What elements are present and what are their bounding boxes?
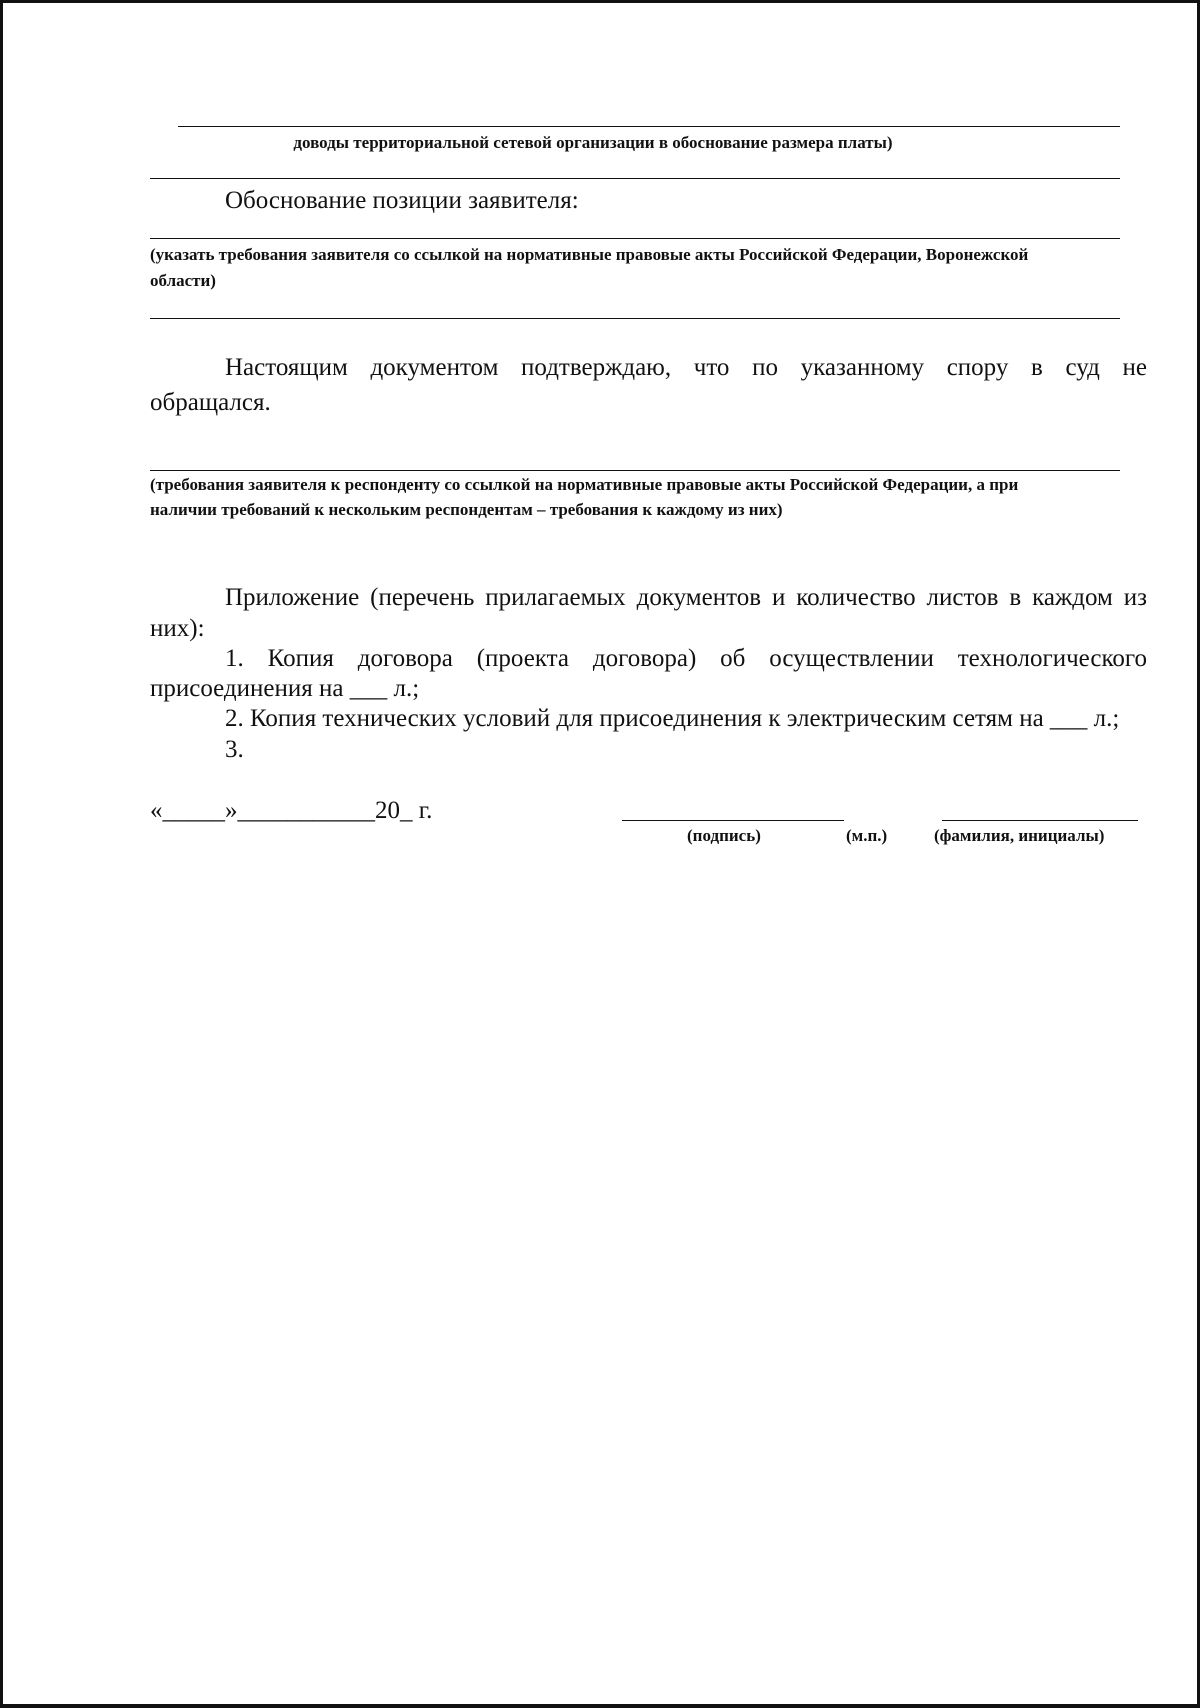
scan-border-bottom	[0, 1704, 1200, 1708]
caption-requirements-line2: области)	[150, 271, 216, 290]
signature-caption: (подпись)	[687, 826, 761, 845]
confirmation-line1: Настоящим документом подтверждаю, что по указанному спору в суд не	[225, 354, 1147, 381]
caption-respondent-line1: (требования заявителя к респонденту со ссылкой на нормативные правовые акты Российской Федерации, а при	[150, 475, 1019, 494]
confirmation-line2: обращался.	[150, 389, 271, 416]
attachment-2: 2. Копия технических условий для присоединения к электрическим сетям на ___ л.;	[225, 705, 1120, 732]
caption-pricing-grounds: доводы территориальной сетевой организации в обоснование размера платы)	[293, 133, 893, 152]
scan-border-left	[0, 0, 3, 1708]
fill-line	[178, 126, 1120, 127]
attachments-intro-line1: Приложение (перечень прилагаемых документов и количество листов в каждом из	[225, 584, 1147, 611]
signature-line	[622, 820, 844, 821]
attachments-intro-line2: них):	[150, 615, 205, 642]
seal-caption: (м.п.)	[846, 826, 888, 845]
attachment-1-line2: присоединения на ___ л.;	[150, 675, 420, 702]
name-line	[942, 820, 1138, 821]
caption-requirements-line1: (указать требования заявителя со ссылкой на нормативные правовые акты Российской Федерации, Воронежской	[150, 245, 1029, 264]
name-caption: (фамилия, инициалы)	[934, 826, 1105, 845]
fill-line	[150, 318, 1120, 319]
scan-border-top	[0, 0, 1200, 3]
fill-line	[150, 238, 1120, 239]
fill-line	[150, 178, 1120, 179]
attachment-3: 3.	[225, 736, 244, 763]
caption-respondent-line2: наличии требований к нескольким респондентам – требования к каждому из них)	[150, 500, 783, 519]
date-line: «_____»___________20_ г.	[150, 797, 433, 824]
fill-line	[150, 470, 1120, 471]
heading-applicant-position: Обоснование позиции заявителя:	[225, 187, 579, 214]
attachment-1-line1: 1. Копия договора (проекта договора) об осуществлении технологического	[225, 645, 1147, 672]
